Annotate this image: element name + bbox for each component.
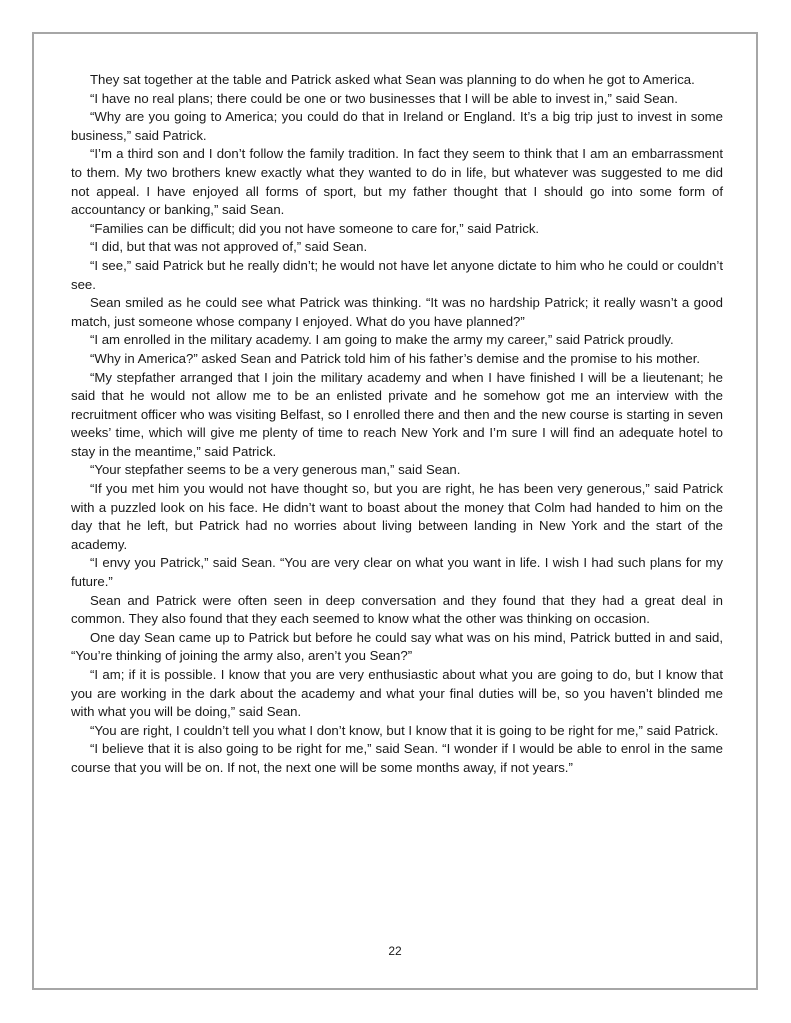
document-page xyxy=(32,32,758,990)
paragraph-16: One day Sean came up to Patrick but before he could say what was on his mind, Patrick butted in and said, “You’re thinking of joining the army also, aren’t you Sean?” xyxy=(71,629,723,664)
paragraph-18: “You are right, I couldn’t tell you what I don’t know, but I know that it is going to be right for me,” said Patrick. xyxy=(90,722,719,738)
paragraph-8: Sean smiled as he could see what Patrick was thinking. “It was no hardship Patrick; it really wasn’t a good match, just someone whose company I enjoyed. What do you have planned?” xyxy=(71,295,723,329)
paragraph-17: “I am; if it is possible. I know that you are very enthusiastic about what you are going to do, but I know that you are working in the dark about the academy and what your final duties will be, so you haven’t blinded me with what you will be doing,” said Sean. xyxy=(71,667,723,720)
paragraph-5: “Families can be difficult; did you not have someone to care for,” said Patrick. xyxy=(90,220,540,236)
paragraph-11: “My stepfather arranged that I join the military academy and when I have finished I will be a lieutenant; he said that he would not allow me to be an enlisted private and he somehow got me an interview with the recruitment officer who was visiting Belfast, so I enrolled there and then and the new course is starting in seven weeks’ time, which will give me plenty of time to reach New York and I’m sure I will find an adequate hotel to stay in the meantime,” said Patrick. xyxy=(71,369,723,459)
paragraph-6: “I did, but that was not approved of,” said Sean. xyxy=(90,239,368,255)
paragraph-10: “Why in America?” asked Sean and Patrick told him of his father’s demise and the promise to his mother. xyxy=(90,350,701,366)
body-text xyxy=(71,71,723,778)
paragraph-1: They sat together at the table and Patrick asked what Sean was planning to do when he got to America. xyxy=(90,72,695,87)
paragraph-14: “I envy you Patrick,” said Sean. “You are very clear on what you want in life. I wish I had such plans for my future.” xyxy=(71,555,723,590)
paragraph-9: “I am enrolled in the military academy. I am going to make the army my career,” said Patrick proudly. xyxy=(90,332,674,348)
paragraph-4: “I’m a third son and I don’t follow the family tradition. In fact they seem to think that I am an embarrassment to them. My two brothers knew exactly what they wanted to do in life, but whatever was suggested to me did not appeal. I have enjoyed all forms of sport, but my father thought that I should go into some form of accountancy or banking,” said Sean. xyxy=(71,146,723,218)
paragraph-12: “Your stepfather seems to be a very generous man,” said Sean. xyxy=(90,462,461,478)
paragraph-15: Sean and Patrick were often seen in deep conversation and they found that they had a great deal in common. They also found that they each seemed to know what the other was thinking on occasion. xyxy=(71,592,723,627)
paragraph-19: “I believe that it is also going to be right for me,” said Sean. “I wonder if I would be able to enrol in the same course that you will be on. If not, the next one will be some months away, if not years.” xyxy=(71,741,723,775)
paragraph-13: “If you met him you would not have thought so, but you are right, he has been very generous,” said Patrick with a puzzled look on his face. He didn’t want to boast about the money that Colm had handed to him on the day that he left, but Patrick had no worries about living between landing in New York and the start of the academy. xyxy=(71,481,723,552)
page-number: 22 xyxy=(388,944,402,958)
paragraph-7: “I see,” said Patrick but he really didn’t; he would not have let anyone dictate to him who he could or couldn’t see. xyxy=(71,257,723,292)
paragraph-2: “I have no real plans; there could be one or two businesses that I will be able to invest in,” said Sean. xyxy=(90,90,678,106)
paragraph-3: “Why are you going to America; you could do that in Ireland or England. It’s a big trip just to invest in some business,” said Patrick. xyxy=(71,109,723,143)
